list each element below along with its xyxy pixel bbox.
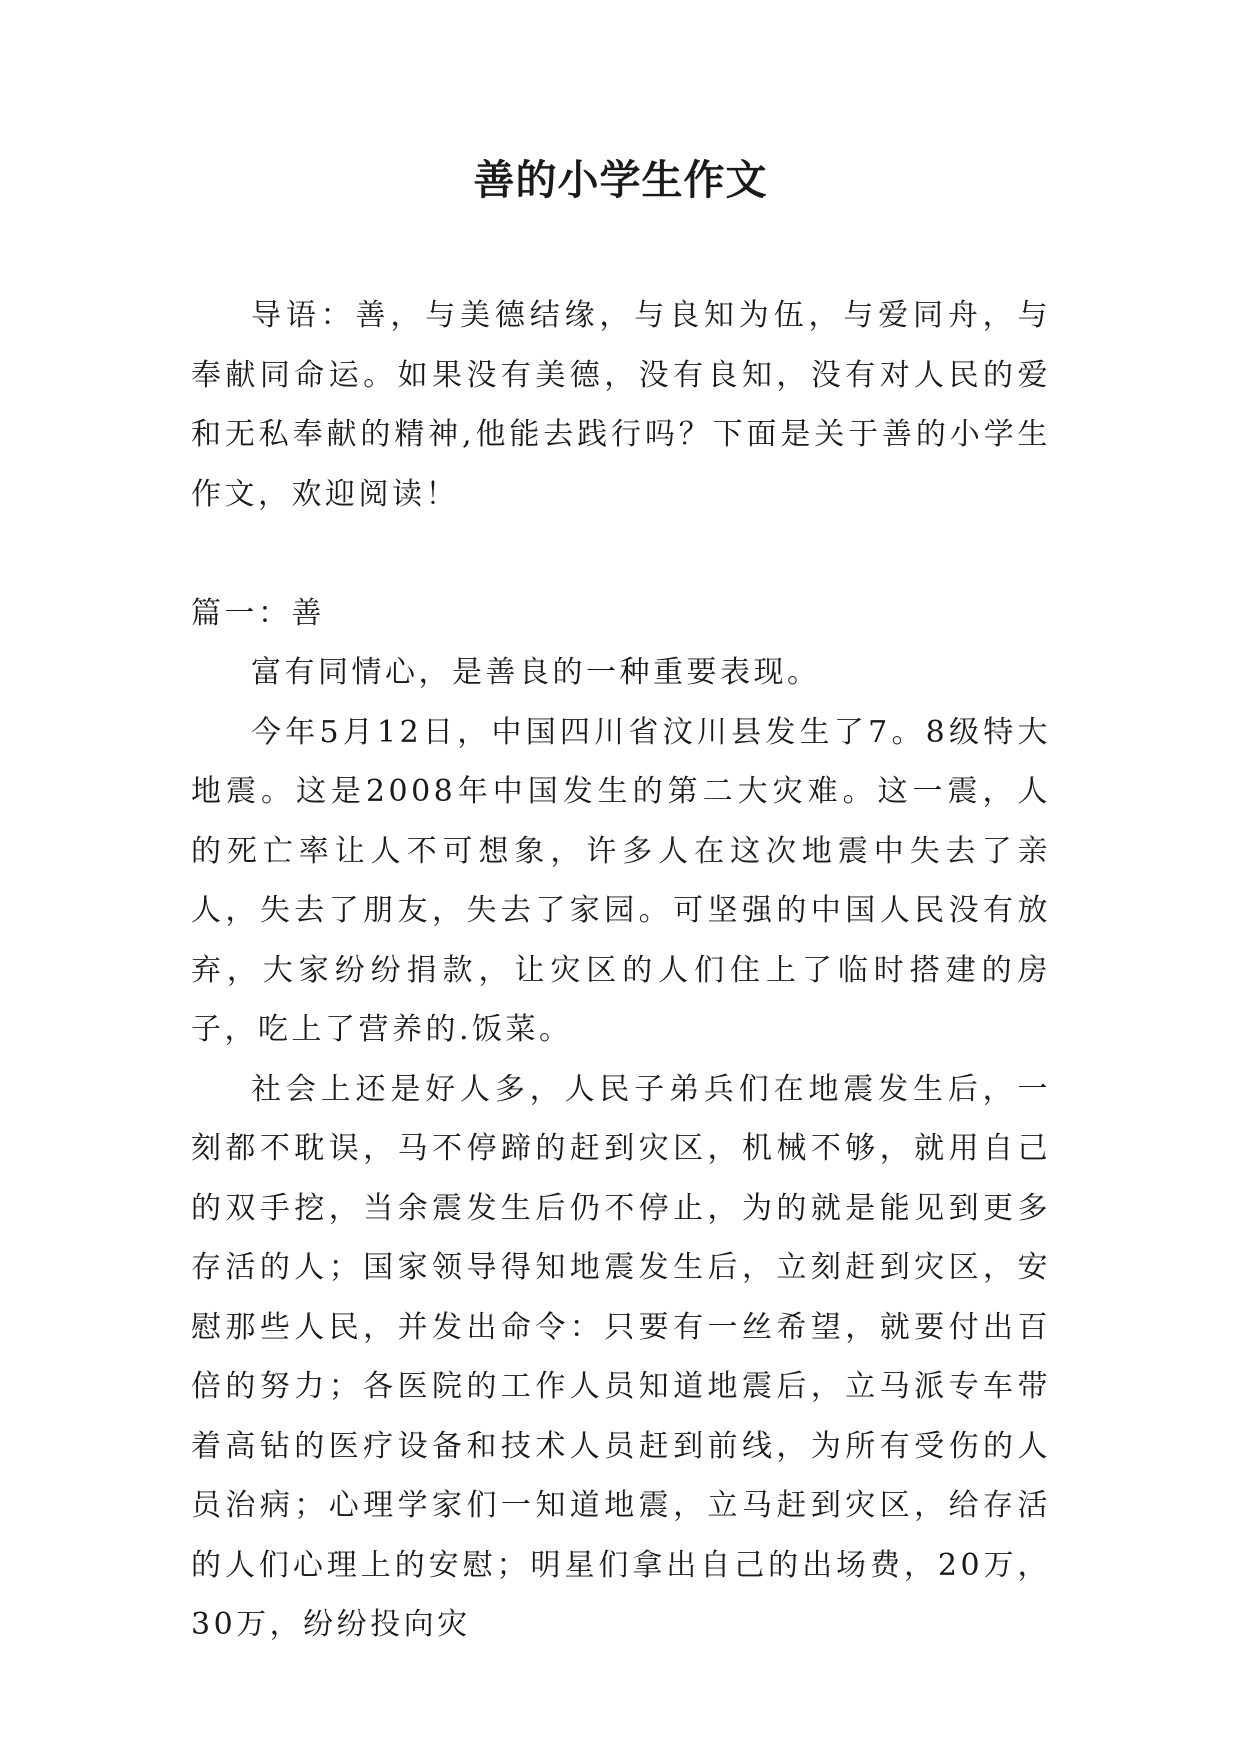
section-heading: 篇一：善 bbox=[191, 595, 325, 631]
intro-paragraph: 导语：善，与美德结缘，与良知为伍，与爱同舟，与奉献同命运。如果没有美德，没有良知，没有对人民的爱和无私奉献的精神,他能去践行吗？下面是关于善的小学生作文，欢迎阅读！ bbox=[191, 298, 1051, 512]
body-paragraph: 富有同情心，是善良的一种重要表现。 bbox=[251, 655, 821, 690]
document-body bbox=[191, 286, 1051, 1655]
body-paragraph: 社会上还是好人多，人民子弟兵们在地震发生后，一刻都不耽误，马不停蹄的赶到灾区，机械不够，就用自己的双手挖，当余震发生后仍不停止，为的就是能见到更多存活的人；国家领导得知地震发生后，立刻赶到灾区，安慰那些人民，并发出命令：只要有一丝希望，就要付出百倍的努力；各医院的工作人员知道地震后，立马派专车带着高钻的医疗设备和技术人员赶到前线，为所有受伤的人员治病；心理学家们一知道地震，立马赶到灾区，给存活的人们心理上的安慰；明星们拿出自己的出场费，20万，30万，纷纷投向灾 bbox=[191, 1071, 1051, 1642]
body-paragraph: 今年5月12日，中国四川省汶川县发生了7。8级特大地震。这是2008年中国发生的第二大灾难。这一震，人的死亡率让人不可想象，许多人在这次地震中失去了亲人，失去了朋友，失去了家园。可坚强的中国人民没有放弃，大家纷纷捐款，让灾区的人们住上了临时搭建的房子，吃上了营养的.饭菜。 bbox=[191, 714, 1051, 1047]
document-title: 善的小学生作文 bbox=[473, 156, 768, 204]
paragraph-gap bbox=[191, 524, 1051, 584]
